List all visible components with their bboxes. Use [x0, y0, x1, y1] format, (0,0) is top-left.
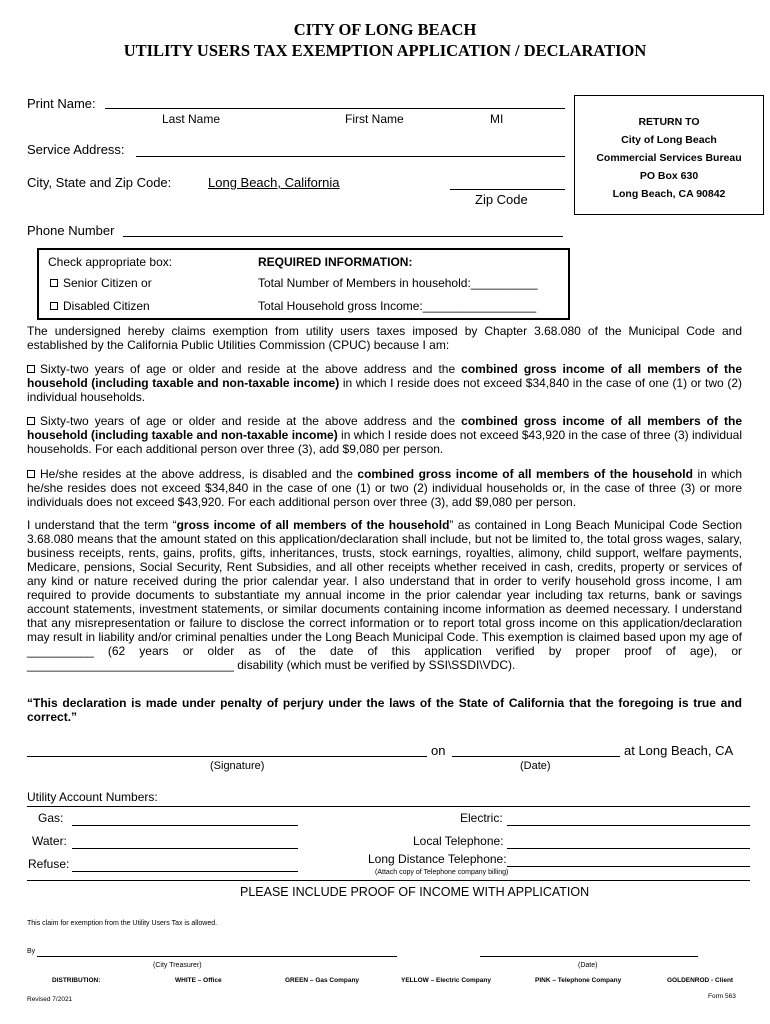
form-title: CITY OF LONG BEACH [293, 20, 477, 39]
form-number: Form 563 [708, 993, 736, 1000]
intro-paragraph: The undersigned hereby claims exemption from utility users taxes imposed by Chapter 3.68.080 of the Municipal Code and established by the California Public Utilities Commission (CPUC) because I am: [27, 324, 742, 352]
distribution-white: WHITE – Office [175, 977, 222, 984]
long-distance-label: Long Distance Telephone: [368, 852, 507, 866]
perjury-statement: “This declaration is made under penalty of perjury under the laws of the State of California that the foregoing is true and correct.” [27, 696, 742, 724]
gas-field[interactable] [72, 825, 298, 826]
proof-of-income-note: PLEASE INCLUDE PROOF OF INCOME WITH APPLICATION [240, 885, 590, 899]
print-name-field[interactable] [105, 108, 565, 109]
last-name-label: Last Name [162, 112, 221, 126]
income-label: Total Household gross Income:_________________ [258, 299, 537, 313]
option-3-bold: combined gross income of all members of the household [357, 467, 693, 481]
understanding-text: I understand that the term “ [27, 518, 177, 532]
electric-field[interactable] [507, 825, 750, 826]
required-info-label: REQUIRED INFORMATION: [258, 255, 413, 269]
option-3-checkbox[interactable] [27, 470, 35, 478]
distribution-goldenrod: GOLDENROD - Client [667, 977, 734, 984]
by-label: By [27, 948, 36, 955]
utility-accounts-heading: Utility Account Numbers: [27, 790, 158, 804]
mi-label: MI [490, 112, 504, 126]
option-1-text-end: in which I reside does not exceed $34,840 in the case of one (1) or two (2) individual households. [27, 376, 742, 404]
disabled-label: Disabled Citizen [63, 299, 150, 313]
city-value: Long Beach, California [208, 175, 340, 190]
option-3-text-end: in which he/she resides does not exceed $34,840 in the case of one (1) or two (2) individual households or, in the case of three (3) or more individuals does not exceed $43,920. For each additional person over three (3), add $9,080 per person. [27, 467, 742, 509]
print-name-label: Print Name: [27, 96, 96, 111]
option-3-paragraph [27, 467, 742, 509]
check-box-label: Check appropriate box: [48, 255, 173, 269]
office-date-label: (Date) [578, 962, 598, 969]
return-to-line2: Commercial Services Bureau [596, 152, 742, 164]
senior-label: Senior Citizen or [63, 276, 152, 290]
members-label: Total Number of Members in household:__________ [258, 276, 538, 290]
form-subtitle: UTILITY USERS TAX EXEMPTION APPLICATION / DECLARATION [123, 41, 647, 60]
senior-option[interactable] [50, 276, 152, 290]
option-1-text: Sixty-two years of age or older and reside at the above address and the [40, 362, 462, 376]
treasurer-label: (City Treasurer) [153, 962, 202, 969]
service-address-label: Service Address: [27, 142, 125, 157]
signature-label: (Signature) [210, 760, 265, 772]
first-name-label: First Name [345, 112, 404, 126]
senior-checkbox[interactable] [50, 279, 58, 287]
local-telephone-field[interactable] [507, 848, 750, 849]
treasurer-field[interactable] [37, 956, 397, 957]
water-label: Water: [32, 834, 67, 848]
option-2-paragraph [27, 414, 742, 456]
option-1-checkbox[interactable] [27, 365, 35, 373]
disabled-option[interactable] [50, 299, 150, 313]
zip-field[interactable] [450, 189, 565, 190]
distribution-yellow: YELLOW – Electric Company [401, 977, 491, 984]
zip-label: Zip Code [475, 192, 528, 207]
option-1-bold: combined gross income of all members of the household (including taxable and non-taxable income) [27, 362, 743, 390]
refuse-label: Refuse: [28, 857, 70, 871]
understanding-bold: gross income of all members of the household [176, 518, 450, 532]
water-field[interactable] [72, 848, 298, 849]
on-label: on [431, 743, 446, 758]
understanding-paragraph [27, 518, 742, 672]
understanding-text-end: ” as contained in Long Beach Municipal Code Section 3.68.080 means that the amount stated on this application/declaration shall include, but not be limited to, the total gross wages, salary, business receipts, rents, gains, profits, gifts, inheritances, trusts, stock earnings, royalties, alimony, child support, welfare payments, Medicare, pensions, Social Security, Rent Subsidies, and all other receipts whether received in cash, credits, property or services of any kind or nature received during the prior calendar year. I also understand that in order to verify household gross income, I am required to provide documents to substantiate my annual income in the prior calendar year including tax returns, bank or savings account statements, investment statements, or similar documents containing income information as deemed necessary. I understand that any misrepresentation or failure to disclose the correct information or to report total gross income on this application/declaration may result in liability and/or criminal penalties under the Long Beach Municipal Code. This exemption is claimed based upon my age of __________ (62 years or older as of the date of this application verified by proper proof of age), or _______________________________ disability (which must be verified by SSI\SSDI\VDC). [27, 518, 743, 672]
revised-date: Revised 7/2021 [27, 996, 73, 1003]
option-3-text: He/she resides at the above address, is disabled and the [40, 467, 358, 481]
signature-date-label: (Date) [520, 760, 551, 772]
signature-field[interactable] [27, 756, 427, 757]
return-to-heading: RETURN TO [638, 116, 700, 128]
return-to-line3: PO Box 630 [639, 170, 699, 182]
distribution-green: GREEN – Gas Company [285, 977, 360, 984]
phone-label: Phone Number [27, 223, 115, 238]
gas-label: Gas: [38, 811, 64, 825]
location-label: at Long Beach, CA [624, 743, 734, 758]
refuse-field[interactable] [72, 871, 298, 872]
attach-note: (Attach copy of Telephone company billing) [375, 869, 509, 876]
date-field[interactable] [452, 756, 620, 757]
city-state-zip-label: City, State and Zip Code: [27, 175, 172, 190]
option-1-paragraph [27, 362, 742, 404]
electric-label: Electric: [460, 811, 503, 825]
phone-field[interactable] [123, 236, 563, 237]
return-to-line1: City of Long Beach [621, 134, 717, 146]
claim-allowed-text: This claim for exemption from the Utility Users Tax is allowed. [27, 920, 218, 927]
local-telephone-label: Local Telephone: [413, 834, 504, 848]
long-distance-field[interactable] [507, 866, 750, 867]
office-date-field[interactable] [480, 956, 698, 957]
disabled-checkbox[interactable] [50, 302, 58, 310]
distribution-label: DISTRIBUTION: [52, 977, 101, 984]
option-2-text: Sixty-two years of age or older and reside at the above address and the [40, 414, 462, 428]
option-2-checkbox[interactable] [27, 417, 35, 425]
option-2-text-end: in which I reside does not exceed $43,920 in the case of three (3) individual households. For each additional person over three (3), add $9,080 per person. [27, 428, 743, 456]
return-to-line4: Long Beach, CA 90842 [612, 188, 726, 200]
option-2-bold: combined gross income of all members of the household (including taxable and non-taxable income) [27, 414, 743, 442]
distribution-pink: PINK – Telephone Company [535, 977, 622, 984]
service-address-field[interactable] [136, 156, 565, 157]
